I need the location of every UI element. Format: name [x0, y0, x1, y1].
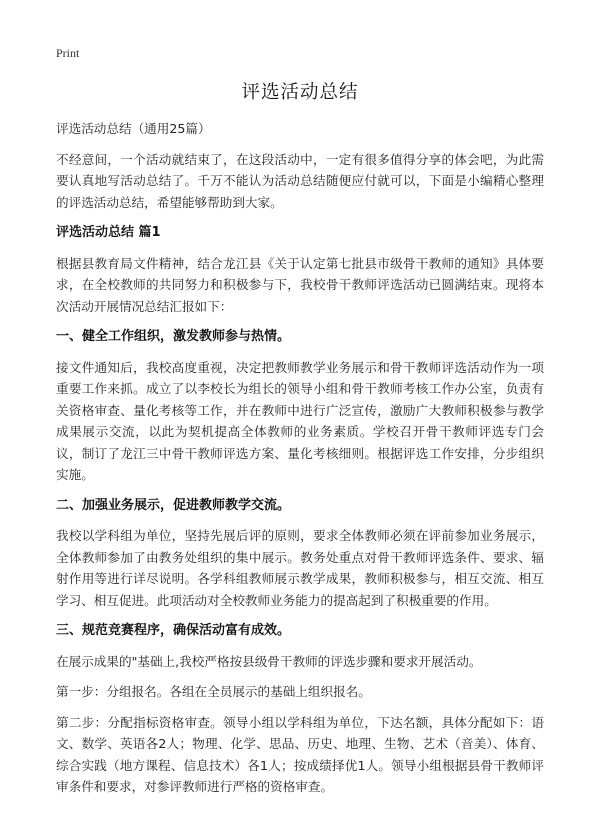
- paragraph-4: 在展示成果的"基础上,我校严格按县级骨干教师的评选步骤和要求开展活动。: [56, 653, 482, 669]
- paragraph-3: 我校以学科组为单位，坚持先展后评的原则，要求全体教师必须在评前参加业务展示，全体教师参加了由教务处组织的集中展示。教务处重点对骨干教师评选条件、要求、辐射作用等进行详尽说明。各学科组教师展示教学成果，教师积极参与，相互交流、相互学习、相互促进。此项活动对全校教师业务能力的提高起到了积极重要的作用。: [56, 528, 544, 608]
- intro-paragraph: 不经意间，一个活动就结束了，在这段活动中，一定有很多值得分享的体会吧，为此需要认真地写活动总结了。千万不能认为活动总结随便应付就可以，下面是小编精心整理的评选活动总结，希望能够帮助到大家。: [56, 151, 544, 210]
- print-label[interactable]: Print: [56, 46, 80, 60]
- paragraph-2: 接文件通知后，我校高度重视，决定把教师教学业务展示和骨干教师评选活动作为一项重要工作来抓。成立了以李校长为组长的领导小组和骨干教师考核工作办公室，负责有关资格审查、量化考核等工作，并在教师中进行广泛宣传，激励广大教师积极参与教学成果展示交流，以此为契机提高全体教师的业务素质。学校召开骨干教师评选专门会议，制订了龙江三中骨干教师评选方案、量化考核细则。根据评选工作安排，分步组织实施。: [56, 359, 544, 482]
- paragraph-1: 根据县教育局文件精神，结合龙江县《关于认定第七批县市级骨干教师的通知》具体要求，在全校教师的共同努力和积极参与下，我校骨干教师评选活动已圆满结束。现将本次活动开展情况总结汇报如下：: [56, 255, 544, 314]
- document-subtitle: 评选活动总结（通用25篇）: [56, 121, 211, 136]
- document-body: [56, 118, 544, 807]
- heading-2: 二、加强业务展示，促进教师教学交流。: [56, 497, 291, 513]
- section-heading: 评选活动总结 篇1: [56, 225, 161, 240]
- heading-3: 三、规范竞赛程序，确保活动富有成效。: [56, 623, 291, 638]
- paragraph-5: 第一步：分组报名。各组在全员展示的基础上组织报名。: [56, 684, 371, 699]
- heading-1: 一、健全工作组织，激发教师参与热情。: [56, 329, 291, 344]
- page-title: 评选活动总结: [241, 82, 359, 103]
- paragraph-6: 第二步：分配指标资格审查。领导小组以学科组为单位，下达名额，具体分配如下：语文、数学、英语各2人；物理、化学、思品、历史、地理、生物、艺术（音美）、体育、综合实践（地方课程、信息技术）各1人；按成绩择优1人。领导小组根据县骨干教师评审条件和要求，对参评教师进行严格的资格审查。: [56, 714, 544, 794]
